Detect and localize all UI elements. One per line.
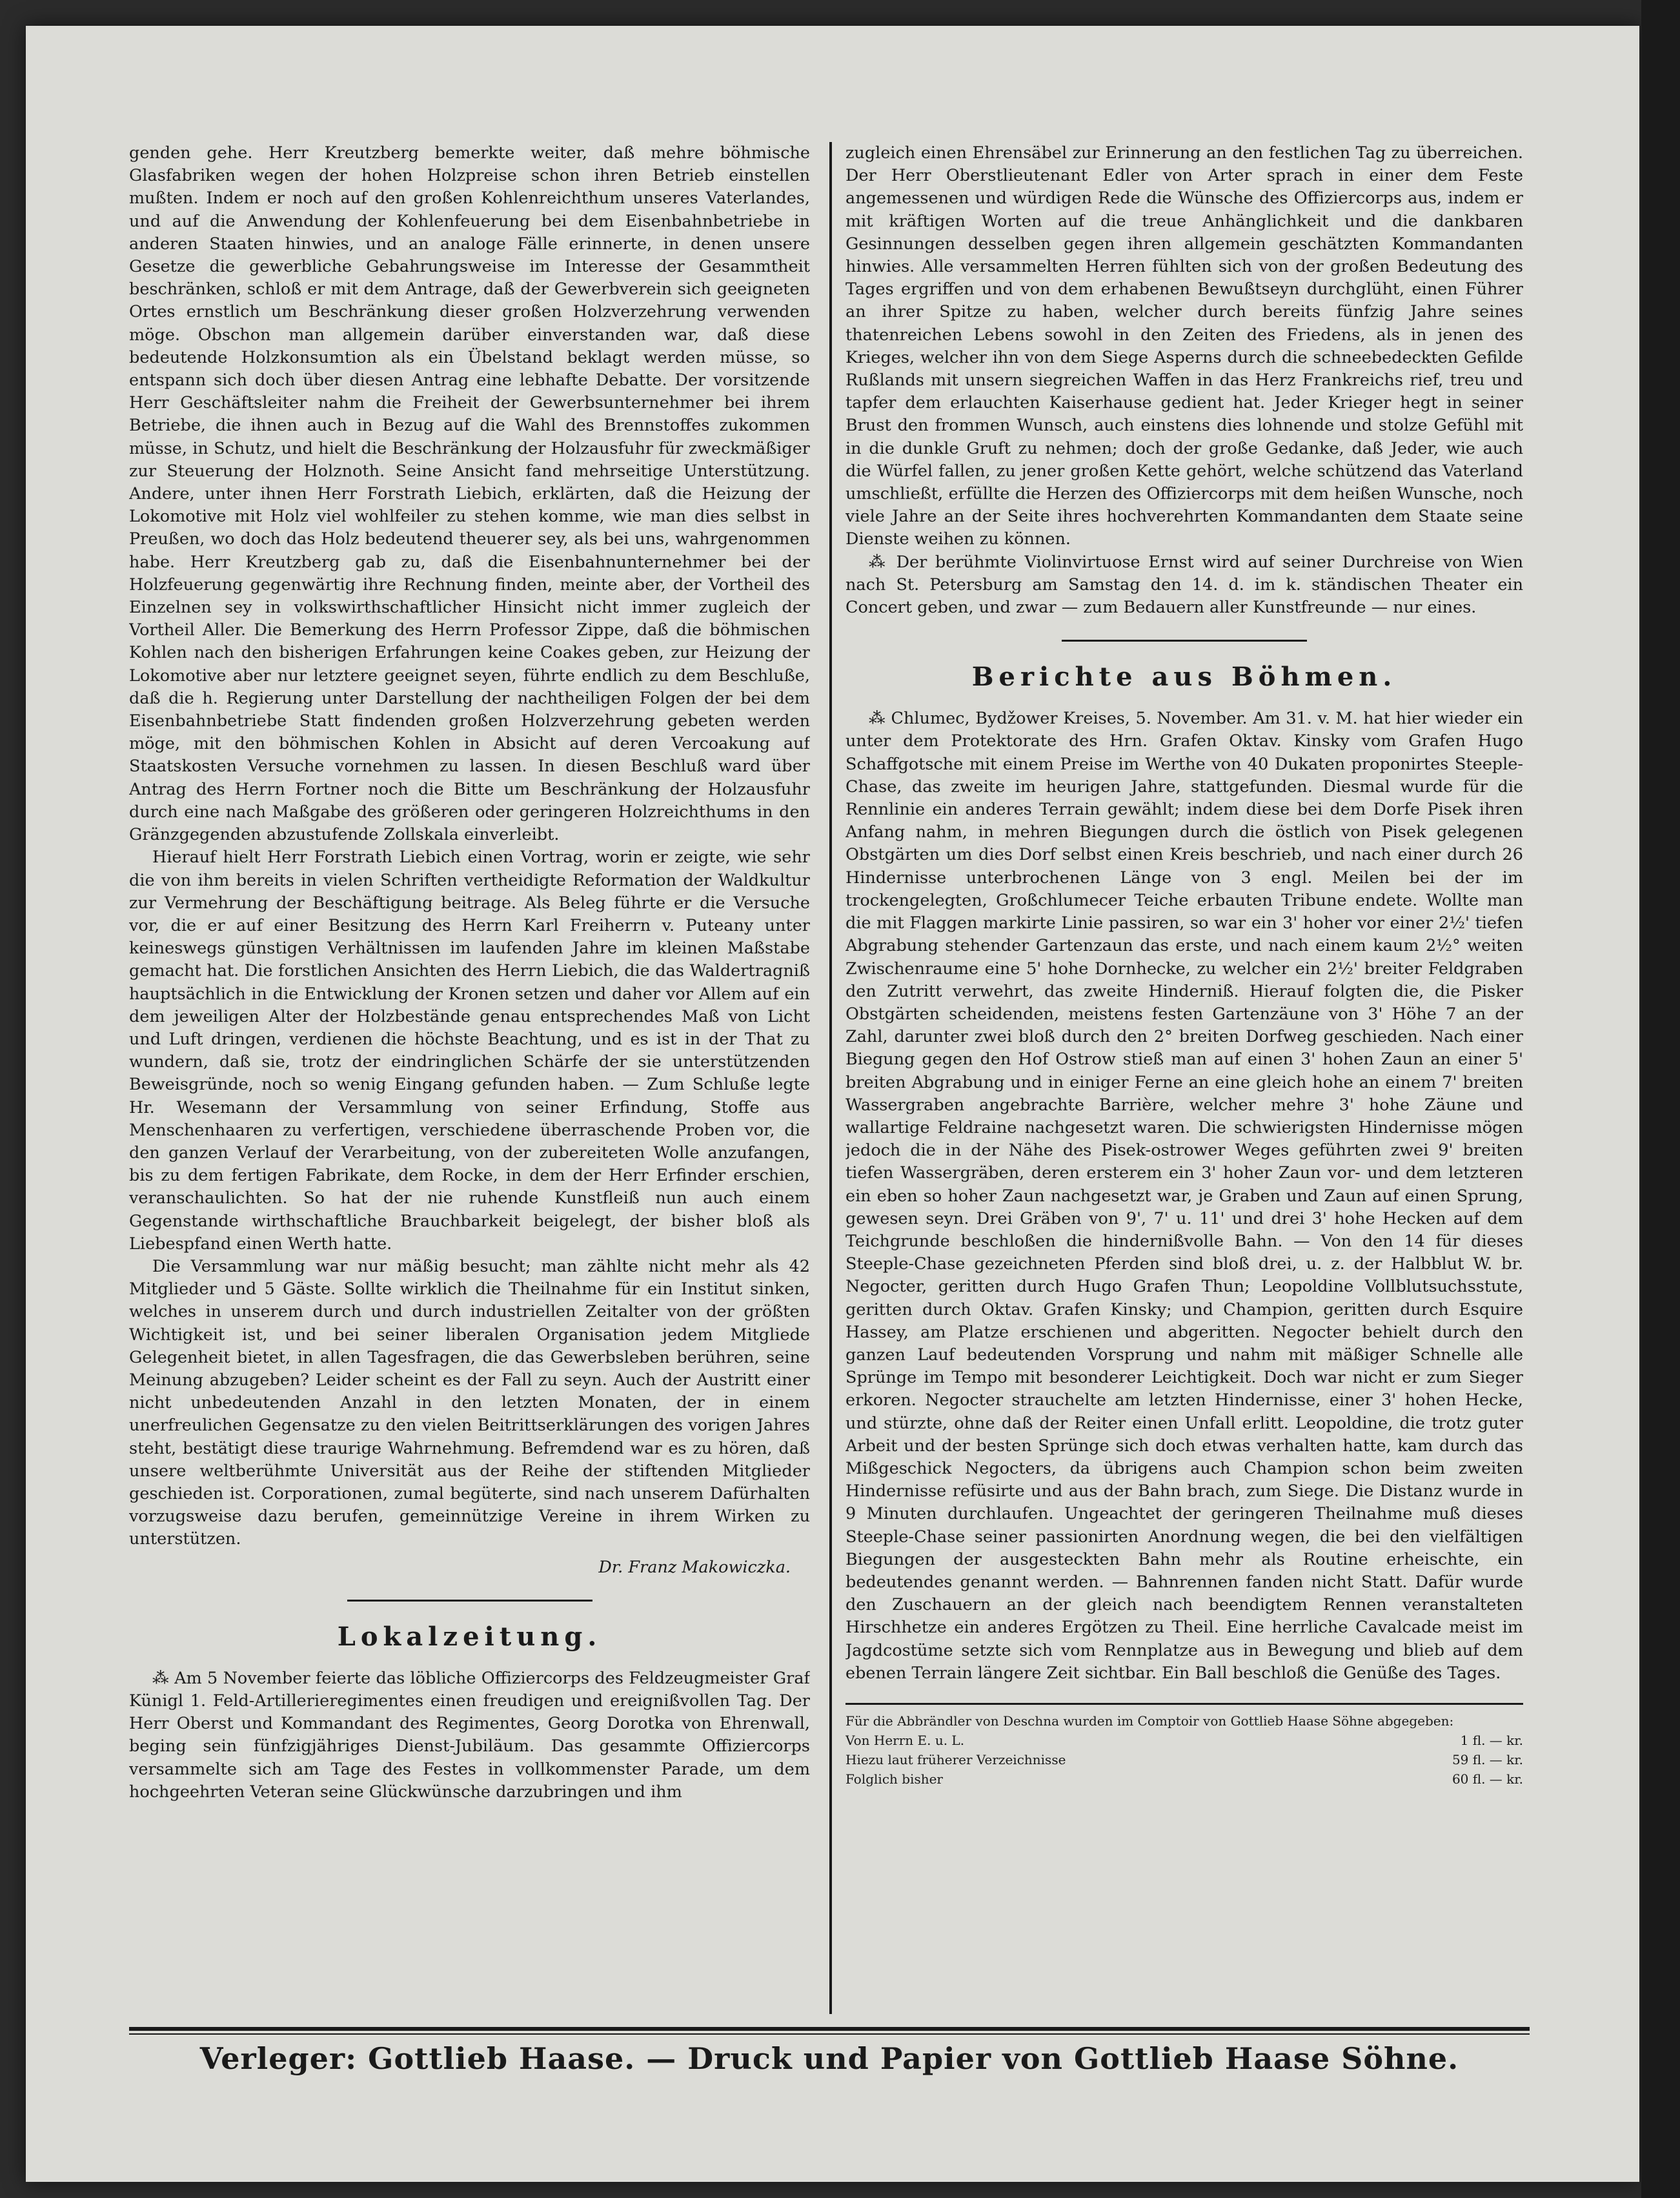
section-divider: [1062, 640, 1307, 642]
article-paragraph: zugleich einen Ehrensäbel zur Erinnerung an den festlichen Tag zu überreichen. Der Herr Oberstlieutenant Edler von Arter sprach in einer dem Feste angemessenen und würdigen Rede die Wünsche des Offiziercorps aus, indem er mit kräftigen Worten auf die treue Anhänglichkeit und die dankbaren Gesinnungen desselben gegen ihren allgemein geschätzten Kommandanten hinwies. Alle versammelten Herren fühlten sich von der großen Bedeutung des Tages ergriffen und von dem erhabenen Bewußtseyn durchglüht, einen Führer an ihrer Spitze zu haben, welcher durch bereits fünfzig Jahre seines thatenreichen Lebens sowohl in den Zeiten des Friedens, als in jenen des Krieges, welcher ihn von dem Siege Asperns durch die schneebedeckten Gefilde Rußlands mit unsern siegreichen Waffen in das Herz Frankreichs rief, treu und tapfer dem erlauchten Kaiserhause gedient hat. Jeder Krieger hegt in seiner Brust den frommen Wunsch, auch einstens dies lohnende und stolze Gefühl mit in die dunkle Gruft zu nehmen; doch der große Gedanke, daß Jeder, wie auch die Würfel fallen, zu jener großen Kette gehört, welche schützend das Vaterland umschließt, erfüllte die Herzen des Offiziercorps mit dem heißen Wunsche, noch viele Jahre an der Seite ihres hochverehrten Kommandanten dem Staate seine Dienste weihen zu können.: [845, 143, 1523, 549]
footer-rule: [129, 2027, 1530, 2031]
donation-row: [845, 1750, 1523, 1769]
donation-label: Von Herrn E. u. L.: [845, 1733, 965, 1748]
column-divider: [829, 142, 832, 2014]
donation-intro: Für die Abbrändler von Deschna wurden im Comptoir von Gottlieb Haase Söhne abgegeben:: [845, 1713, 1454, 1729]
article-paragraph: Die Versammlung war nur mäßig besucht; man zählte nicht mehr als 42 Mitglieder und 5 Gäste. Sollte wirklich die Theilnahme für ein Institut sinken, welches in unserem durch und durch industriellen Zeitalter von der größten Wichtigkeit ist, und bei seiner liberalen Organisation jedem Mitgliede Gelegenheit bietet, in allen Tagesfragen, die das Gewerbsleben berühren, seine Meinung abzugeben? Leider scheint es der Fall zu seyn. Auch der Austritt einer nicht unbedeutenden Anzahl in den letzten Monaten, der in einem unerfreulichen Gegensatze zu den vielen Beitrittserklärungen des vorigen Jahres steht, bestätigt diese traurige Wahrnehmung. Befremdend war es zu hören, daß unsere weltberühmte Universität aus der Reihe der stiftenden Mitglieder geschieden ist. Corporationen, zumal begüterte, sind nach unserem Dafürhalten vorzugsweise dazu berufen, gemeinnützige Vereine in ihrem Wirken zu unterstützen.: [129, 1256, 810, 1549]
article-paragraph: ⁂ Der berühmte Violinvirtuose Ernst wird auf seiner Durchreise von Wien nach St. Petersburg am Samstag den 14. d. im k. ständischen Theater ein Concert geben, und zwar — zum Bedauern aller Kunstfreunde — nur eines.: [845, 552, 1523, 618]
scan-border: [1641, 0, 1680, 2198]
footer-rule: [129, 2033, 1530, 2035]
author-signature: Dr. Franz Makowiczka.: [598, 1557, 791, 1577]
donation-amount: 1 fl. — kr.: [1460, 1733, 1523, 1748]
article-paragraph: ⁂ Chlumec, Bydžower Kreises, 5. November. Am 31. v. M. hat hier wieder ein unter dem Protektorate des Hrn. Grafen Oktav. Kinsky vom Grafen Hugo Schaffgotsche mit einem Preise im Werthe von 40 Dukaten proponirtes Steeple-Chase, das zweite im heurigen Jahre, stattgefunden. Diesmal wurde für die Rennlinie ein anderes Terrain gewählt; indem diese bei dem Dorfe Pisek ihren Anfang nahm, in mehren Biegungen durch die östlich von Pisek gelegenen Obstgärten um dies Dorf selbst einen Kreis beschrieb, und nach einer durch 26 Hindernisse unterbrochenen Länge von 3 engl. Meilen bei der im trockengelegten, Großchlumecer Teiche erbauten Tribune endete. Wollte man die mit Flaggen markirte Linie passiren, so war ein 3' hoher vor einer 2½' tiefen Abgrabung stehender Gartenzaun das erste, und nach einem kaum 2½° weiten Zwischenraume eine 5' hohe Dornhecke, zu welcher ein 2½' breiter Feldgraben den Zutritt verwehrt, das zweite Hinderniß. Hierauf folgten die, die Pisker Obstgärten scheidenden, meistens festen Gartenzäune von 3' Höhe 7 an der Zahl, darunter zwei bloß durch den 2° breiten Dorfweg geschieden. Nach einer Biegung gegen den Hof Ostrow stieß man auf einen 3' hohen Zaun an einer 5' breiten Abgrabung und in einiger Ferne an eine gleich hohe an einem 7' breiten Wassergraben angebrachte Barrière, welcher mehre 3' hohe Zäune und wallartige Feldraine nachgesetzt waren. Die schwierigsten Hindernisse mögen jedoch die in der Nähe des Pisek-ostrower Weges geführten zwei 9' breiten tiefen Wassergräben, deren ersterem ein 3' hoher Zaun vor- und dem letzteren ein eben so hoher Zaun nachgesetzt war, je Graben und Zaun auf einen Sprung, gewesen seyn. Drei Gräben von 9', 7' u. 11' und drei 3' hohe Hecken auf dem Teichgrunde beschloßen die hindernißvolle Bahn. — Von den 14 für dieses Steeple-Chase gezeichneten Pferden sind bloß drei, u. z. der Halbblut W. br. Negocter, geritten durch Hugo Grafen Thun; Leopoldine Vollblutsuchsstute, geritten durch Oktav. Grafen Kinsky; und Champion, geritten durch Esquire Hassey, am Platze erschienen und abgeritten. Negocter behielt durch den ganzen Lauf bedeutenden Vorsprung und nahm mit mäßiger Schnelle alle Sprünge im Tempo mit besonderer Leichtigkeit. Doch war nicht er zum Sieger erkoren. Negocter strauchelte am letzten Hindernisse, einer 3' hohen Hecke, und stürzte, ohne daß der Reiter einen Unfall erlitt. Leopoldine, die trotz guter Arbeit und der besten Sprünge sich doch etwas verhalten hatte, kam durch das Mißgeschick Negocters, da übrigens auch Champion schon beim zweiten Hindernisse refüsirte und aus der Bahn brach, zum Siege. Die Distanz wurde in 9 Minuten durchlaufen. Ungeachtet der geringeren Theilnahme muß dieses Steeple-Chase seiner passionirten Anordnung wegen, die bei den vielfältigen Biegungen der ausgesteckten Bahn mehr als Routine erheischte, ein bedeutendes genannt werden. — Bahnrennen fanden nicht Statt. Dafür wurde den Zuschauern an der gleich nach beendigtem Rennen veranstalteten Hirschhetze ein anderes Ergötzen zu Theil. Eine herrliche Cavalcade meist im Jagdcostüme setzte sich vom Rennplatze aus in Bewegung und blieb auf dem ebenen Terrain längere Zeit sichtbar. Ein Ball beschloß die Genüße des Tages.: [845, 709, 1523, 1683]
right-column: [845, 142, 1523, 1982]
article-paragraph: ⁂ Am 5 November feierte das löbliche Offiziercorps des Feldzeugmeister Graf Künigl 1. Feld-Artillerieregimentes einen freudigen und ereignißvollen Tag. Der Herr Oberst und Kommandant des Regimentes, Georg Dorotka von Ehrenwall, beging sein fünfzigjähriges Dienst-Jubiläum. Das gesammte Offiziercorps versammelte sich am Tage des Festes in vollkommenster Parade, um dem hochgeehrten Veteran seine Glückwünsche darzubringen und ihm: [129, 1668, 810, 1802]
article-paragraph: genden gehe. Herr Kreutzberg bemerkte weiter, daß mehre böhmische Glasfabriken wegen der hohen Holzpreise schon ihren Betrieb einstellen mußten. Indem er noch auf den großen Kohlenreichthum unseres Vaterlandes, und auf die Anwendung der Kohlenfeuerung bei dem Eisenbahnbetriebe in anderen Staaten hinwies, und an analoge Fälle erinnerte, in denen unsere Gesetze die gewerbliche Gebahrungsweise im Interesse der Gesammtheit beschränken, schloß er mit dem Antrage, daß der Gewerbverein sich geeigneten Ortes ernstlich um Beschränkung dieser großen Holzverzehrung verwenden möge. Obschon man allgemein darüber einverstanden war, daß diese bedeutende Holzkonsumtion als ein Übelstand beklagt werden müsse, so entspann sich doch über diesen Antrag eine lebhafte Debatte. Der vorsitzende Herr Geschäftsleiter nahm die Freiheit der Gewerbsunternehmer bei ihrem Betriebe, die ihnen auch in Bezug auf die Wahl des Brennstoffes zukommen müsse, in Schutz, und hielt die Beschränkung der Holzausfuhr für zweckmäßiger zur Steuerung der Holznoth. Seine Ansicht fand mehrseitige Unterstützung. Andere, unter ihnen Herr Forstrath Liebich, erklärten, daß die Heizung der Lokomotive mit Holz viel wohlfeiler zu stehen komme, wie man dies selbst in Preußen, wo doch das Holz bedeutend theuerer sey, als bei uns, wahrgenommen habe. Herr Kreutzberg gab zu, daß die Eisenbahnunternehmer bei der Holzfeuerung gegenwärtig ihre Rechnung finden, meinte aber, der Vortheil des Einzelnen sey in volkswirthschaftlicher Hinsicht nicht immer zugleich der Vortheil Aller. Die Bemerkung des Herrn Professor Zippe, daß die böhmischen Kohlen nach den bisherigen Erfahrungen keine Coakes geben, zur Heizung der Lokomotive aber nur letztere geeignet seyen, führte endlich zu dem Beschluße, daß die h. Regierung unter Darstellung der nachtheiligen Folgen der bei dem Eisenbahnbetriebe Statt findenden großen Holzverzehrung gebeten werden möge, mit den böhmischen Kohlen in Absicht auf deren Vercoakung auf Staatskosten Versuche vornehmen zu lassen. In diesen Beschluß ward über Antrag des Herrn Fortner noch die Bitte um Beschränkung der Holzausfuhr durch eine nach Maßgabe des größeren oder geringeren Holzreichthums in den Gränzgegenden abzustufende Zollskala einverleibt.: [129, 143, 810, 845]
section-divider: [347, 1600, 592, 1602]
publisher-imprint: Verleger: Gottlieb Haase. — Druck und Papier von Gottlieb Haase Söhne.: [199, 2041, 1459, 2076]
donation-amount: 59 fl. — kr.: [1452, 1752, 1523, 1767]
article-paragraph: Hierauf hielt Herr Forstrath Liebich einen Vortrag, worin er zeigte, wie sehr die von ihm bereits in vielen Schriften vertheidigte Reformation der Waldkultur zur Vermehrung der Beschäftigung beitrage. Als Beleg führte er die Versuche vor, die er auf einer Besitzung des Herrn Karl Freiherrn v. Puteany unter keineswegs günstigen Verhältnissen im laufenden Jahre im kleinen Maßstabe gemacht hat. Die forstlichen Ansichten des Herrn Liebich, die das Waldertragniß hauptsächlich in die Entwicklung der Kronen setzen und daher vor Allem auf ein dem jeweiligen Alter der Holzbestände genau entsprechendes Maß von Licht und Luft dringen, verdienen die höchste Beachtung, und es ist in der That zu wundern, daß sie, trotz der eindringlichen Schärfe der sie unterstützenden Beweisgründe, noch so wenig Eingang gefunden haben. — Zum Schluße legte Hr. Wesemann der Versammlung von seiner Erfindung, Stoffe aus Menschenhaaren zu verfertigen, verschiedene überraschende Proben vor, die den ganzen Verlauf der Verarbeitung, von der zubereiteten Wolle anzufangen, bis zu dem fertigen Fabrikate, dem Rocke, in dem der Herr Erfinder erschien, veranschaulichten. So hat der nie ruhende Kunstfleiß nun auch einem Gegenstande wirthschaftliche Brauchbarkeit beigelegt, der bisher bloß als Liebespfand einen Werth hatte.: [129, 848, 810, 1254]
donation-row: [845, 1769, 1523, 1789]
section-heading-lokalzeitung: Lokalzeitung.: [337, 1621, 602, 1652]
left-column: [129, 142, 810, 1982]
donation-notice: [845, 1703, 1523, 1789]
donation-label: Folglich bisher: [845, 1771, 943, 1787]
section-heading-berichte: Berichte aus Böhmen.: [971, 662, 1397, 693]
donation-amount: 60 fl. — kr.: [1452, 1771, 1523, 1787]
donation-label: Hiezu laut früherer Verzeichnisse: [845, 1752, 1066, 1767]
donation-row: [845, 1731, 1523, 1750]
